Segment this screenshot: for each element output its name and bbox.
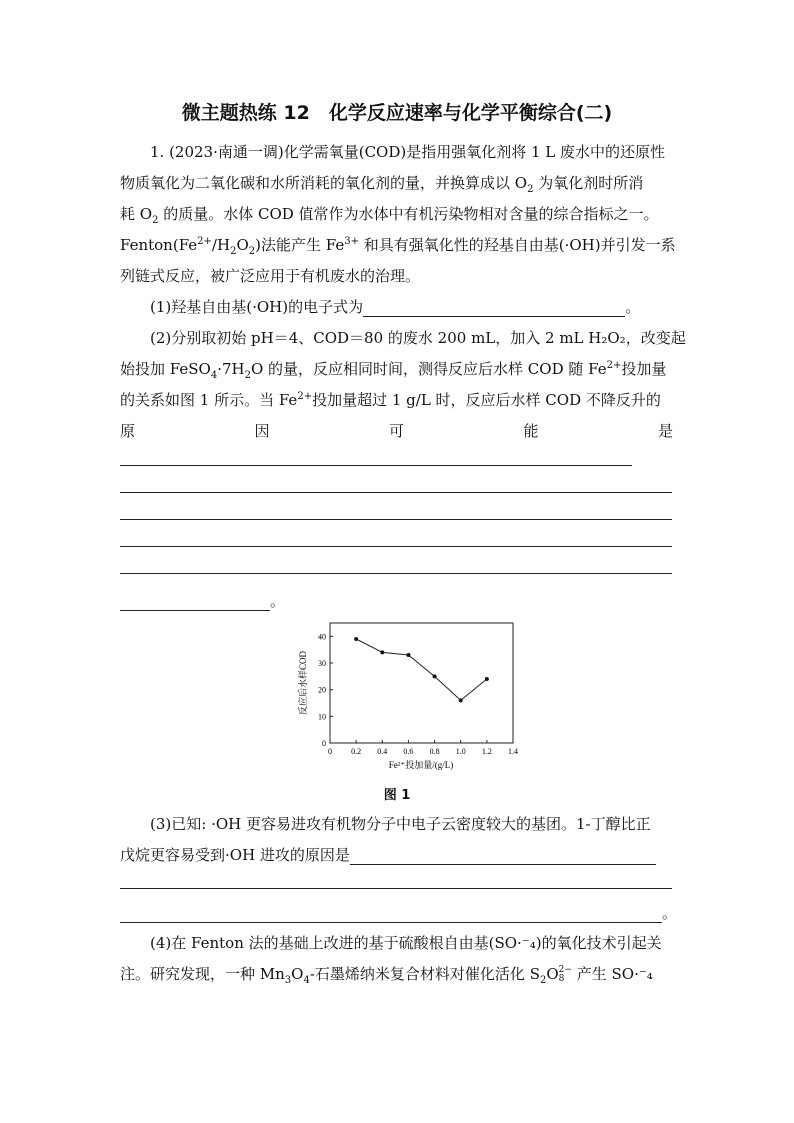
answer-line-end: 。 [120, 902, 677, 923]
page-title: 微主题热练 12 化学反应速率与化学平衡综合(二) [181, 102, 613, 124]
plot-frame [330, 623, 513, 743]
answer-line[interactable] [120, 519, 672, 520]
sub-question-3-line-1: (3)已知: ·OH 更容易进攻有机物分子中电子云密度较大的基团。1-丁醇比正 [150, 815, 651, 833]
sub-question-4-line-2: 注。研究发现，一种 $Mn_3O_4-$石墨烯纳米复合材料对催化活化 $S_2O$ 2− 8 产生 SO·⁻₄ [120, 965, 653, 986]
y-tick-label: 0 [322, 739, 326, 748]
q1-line-2: 物质氧化为二氧化碳和水所消耗的氧化剂的量，并换算成以 $O_2$ 为氧化剂时所消 [120, 174, 644, 195]
q1-line-4: $Fenton(Fe^{2+}/H_2O_2)$法能产生 $Fe^{3+}$ 和具有强氧化性的羟基自由基(·OH)并引发一系 [120, 236, 676, 257]
data-point [459, 698, 463, 702]
sub-question-3-line-2: 戊烷更容易受到·OH 进攻的原因是 [120, 844, 656, 865]
answer-line[interactable] [120, 465, 632, 466]
sub-question-2-line-3: 的关系如图 1 所示。当 $Fe^{2+}$投加量超过 1 g/L 时，反应后水样 COD 不降反升的 [120, 391, 661, 409]
answer-line-last: 。 [120, 590, 285, 611]
answer-line[interactable] [120, 546, 672, 547]
y-tick-label: 40 [318, 632, 326, 642]
x-axis-label: Fe²⁺投加量/(g/L) [388, 760, 454, 770]
answer-blank-1[interactable] [363, 300, 625, 317]
answer-line[interactable] [120, 888, 672, 889]
x-tick-label: 1.2 [481, 747, 492, 756]
answer-line[interactable] [120, 492, 672, 493]
x-tick-label: 1.0 [455, 747, 466, 756]
x-tick-label: 0 [328, 747, 332, 756]
x-tick-label: 0.4 [377, 747, 388, 756]
y-tick-label: 20 [318, 685, 326, 695]
sub-question-2-line-2: 始投加 $FeSO_4\cdot 7H_2O$ 的量，反应相同时间，测得反应后水样 COD 随 $Fe^{2+}$投加量 [120, 360, 667, 381]
sub-question-1: (1)羟基自由基(·OH)的电子式为 。 [150, 298, 641, 316]
y-tick-label: 30 [318, 659, 326, 668]
y-axis-label: 反应后水样COD [298, 650, 308, 716]
sub-question-4-line-1: (4)在 Fenton 法的基础上改进的基于硫酸根自由基(SO·⁻₄)的氧化技术引起关 [150, 934, 662, 952]
y-tick-label: 10 [318, 712, 326, 722]
data-point [354, 637, 358, 641]
x-tick-label: 0.8 [429, 747, 440, 756]
answer-blank-4[interactable] [120, 906, 662, 923]
answer-blank-2[interactable] [120, 594, 270, 611]
q1-line-5: 列链式反应，被广泛应用于有机废水的治理。 [120, 267, 421, 285]
x-tick-label: 0.6 [403, 747, 414, 756]
sub-question-2-line-1: (2)分别取初始 pH＝4、COD＝80 的废水 200 mL，加入 2 mL H₂O₂，改变起 [150, 329, 686, 347]
sub-question-2-line-4: 原 因 可 能 是 [120, 422, 673, 440]
data-point [406, 653, 410, 657]
cod-chart [290, 615, 540, 775]
figure-caption: 图 1 [383, 788, 411, 803]
data-point [380, 650, 384, 654]
answer-blank-3[interactable] [350, 848, 656, 865]
data-point [485, 677, 489, 681]
data-point [433, 674, 437, 678]
x-tick-label: 1.4 [508, 747, 518, 756]
series-line [356, 639, 487, 700]
answer-line[interactable] [120, 573, 672, 574]
q1-line-1: 1. (2023·南通一调)化学需氧量(COD)是指用强氧化剂将 1 L 废水中的还原性 [150, 143, 666, 161]
x-tick-label: 0.2 [351, 747, 362, 756]
q1-line-3: 耗 $O_2$ 的质量。水体 COD 值常作为水体中有机污染物相对含量的综合指标之一。 [120, 205, 659, 226]
